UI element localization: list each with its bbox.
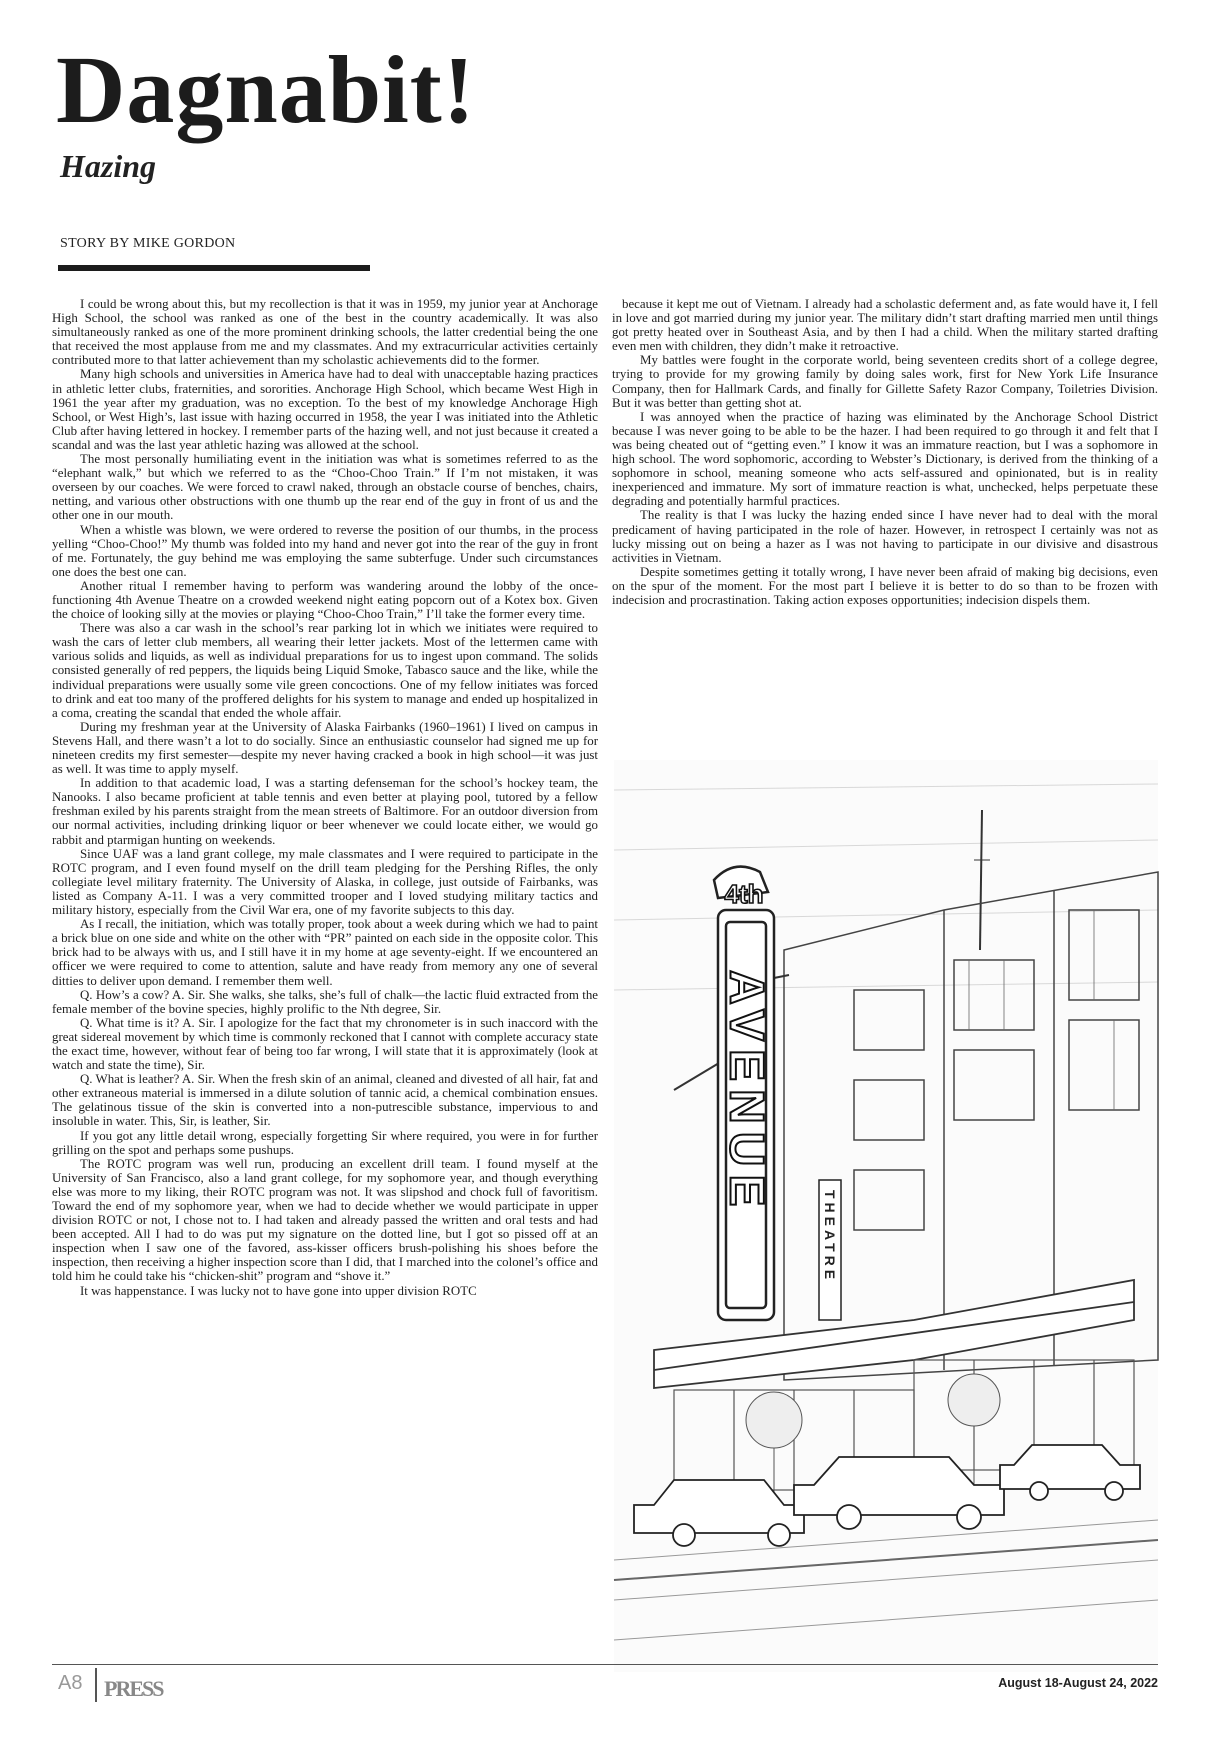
- paragraph: Q. How’s a cow? A. Sir. She walks, she talks, she’s full of chalk—the lactic fluid extracted from the female member of the bovine species, highly prolific to the Nth degree, Sir.: [52, 987, 598, 1016]
- paragraph: Since UAF was a land grant college, my male classmates and I were required to participate in the ROTC program, and I even found myself on the drill team pledging for the Pershing Rifles, the only collegiate level military fraternity. The University of Alaska, in college, just outside of Fairbanks, was listed as Company A-11. I was a very committed trooper and I loved studying military tactics and military history, especially from the Civil War era, one of my favorite subjects to this day.: [52, 846, 598, 918]
- paragraph: I could be wrong about this, but my recollection is that it was in 1959, my junior year at Anchorage High School, the school was ranked as one of the best in the country academically. It was also simultaneously ranked as one of the more prominent drinking schools, the latter credential being the one that received the most applause from me and my classmates. And my extracurricular activities certainly contributed more to that latter achievement than my scholastic achievements did to the former.: [52, 297, 598, 368]
- sign-small-text: THEATRE: [822, 1190, 838, 1284]
- paragraph: The ROTC program was well run, producing an excellent drill team. I found myself at the University of San Francisco, also a land grant college, for my sophomore year, and though everything else was more to my liking, their ROTC program was not. It was slipshod and chock full of favoritism. Toward the end of my sophomore year, when we had to decide whether we would participate in upper division ROTC or not, I chose not to. I had taken and already passed the written and oral tests and had been accepted. All I had to do was put my signature on the dotted line, but I got so pissed off at an inspection when I saw one of the favored, ass-kisser officers brush-polishing his shoes before the inspection, then receiving a higher inspection score than I did, that I marched into the colonel’s office and told him he could take his “chicken-shit” program and “shove it.”: [52, 1156, 598, 1284]
- paragraph: In addition to that academic load, I was a starting defenseman for the school’s hockey team, the Nanooks. I also became proficient at table tennis and even better at playing pool, tutored by a fellow freshman exiled by his parents straight from the mean streets of Baltimore. For an outdoor diversion from our normal activities, including drinking liquor or beer whenever we could locate either, we would go rabbit and ptarmigan hunting on weekends.: [52, 776, 598, 847]
- paragraph: During my freshman year at the University of Alaska Fairbanks (1960–1961) I lived on campus in Stevens Hall, and there wasn’t a lot to do socially. Since an enthusiastic counselor had signed me up for nineteen credits my first semester—despite my never having cracked a book in high school—it was just as well. It was time to apply myself.: [52, 719, 598, 777]
- article-subtitle: Hazing: [60, 148, 157, 184]
- footer-rule: [52, 1664, 1158, 1665]
- press-logo: [104, 1670, 163, 1701]
- paragraph: Many high schools and universities in America have had to deal with unacceptable hazing practices in athletic letter clubs, fraternities, and sororities. Anchorage High School, which became West High in 1961 the year after my graduation, was no exception. To the best of my knowledge Anchorage High School, or West High’s, last issue with hazing occurred in 1958, the year I was initiated into the Athletic Club after having lettered in hockey. I remember parts of the hazing well, and not just because it created a scandal and was the last year athletic hazing was allowed at the school.: [52, 367, 598, 452]
- footer-divider: [95, 1668, 97, 1702]
- page-number: A8: [58, 1672, 83, 1694]
- paragraph: As I recall, the initiation, which was totally proper, took about a week during which we had to paint a brick blue on one side and white on the other with “PR” painted on each side in the opposite color. This brick had to be always with us, and I still have it in my home at age seventy-eight. If we encountered an officer we were required to come to attention, salute and have ready from memory any one of several ditties to deliver upon demand. I remember them well.: [52, 917, 598, 988]
- theatre-illustration: [614, 760, 1158, 1672]
- paragraph: The reality is that I was lucky the hazing ended since I have never had to deal with the moral predicament of having participated in the role of hazer. However, in retrospect I certainly was not as lucky missing out on being a hazer as I was not having to participate in our divisive and disastrous activities in Vietnam.: [612, 508, 1158, 565]
- article-column-left: [52, 297, 598, 1643]
- paragraph: It was happenstance. I was lucky not to have gone into upper division ROTC: [80, 1283, 477, 1298]
- paragraph: Q. What time is it? A. Sir. I apologize for the fact that my chronometer is in such inaccord with the great sidereal movement by which time is commonly reckoned that I cannot with complete accuracy state the exact time, however, without fear of being too far wrong, I will state that it is approximately (look at watch and state the time), Sir.: [52, 1015, 598, 1073]
- issue-date: August 18-August 24, 2022: [998, 1676, 1158, 1690]
- article-column-right: [612, 297, 1158, 707]
- paragraph: Despite sometimes getting it totally wrong, I have never been afraid of making big decisions, even on the spur of the moment. For the most part I believe it is better to do so than to be frozen with indecision and procrastination. Taking action exposes opportunities; indecision dispels them.: [612, 564, 1158, 607]
- sign-top-text: 4th: [724, 879, 764, 909]
- svg-text:PRESS: PRESS: [104, 1676, 163, 1701]
- paragraph: When a whistle was blown, we were ordered to reverse the position of our thumbs, in the process yelling “Choo-Choo!” My thumb was folded into my hand and never got into the rear of the guy in front of me. Fortunately, the guy behind me was employing the same subterfuge. Under such circumstances one does the best one can.: [52, 522, 598, 579]
- paragraph: because it kept me out of Vietnam. I already had a scholastic deferment and, as fate would have it, I fell in love and got married during my junior year. The military didn’t start drafting married men until things got pretty heated over in Southeast Asia, and by then I had a child. When the military started drafting even men with children, they didn’t make it retroactive.: [612, 297, 1158, 354]
- paragraph: Q. What is leather? A. Sir. When the fresh skin of an animal, cleaned and divested of all hair, fat and other extraneous material is immersed in a dilute solution of tannic acid, a chemical combination ensues. The gelatinous tissue of the skin is converted into a non-putrescible substance, impervious to and insoluble in water. This, Sir, is leather, Sir.: [52, 1072, 598, 1129]
- byline: STORY BY MIKE GORDON: [60, 236, 236, 251]
- paragraph: If you got any little detail wrong, especially forgetting Sir where required, you were in for further grilling on the spot and perhaps some pushups.: [52, 1128, 598, 1157]
- article-title: Dagnabit!: [56, 36, 476, 143]
- byline-rule: [58, 265, 370, 271]
- paragraph: The most personally humiliating event in the initiation was what is sometimes referred to as the “elephant walk,” but which we referred to as the “Choo-Choo Train.” If I’m not mistaken, it was overseen by our coaches. We were forced to crawl naked, through an obstacle course of benches, chairs, netting, and various other obstructions with one thumb up the rear end of the guy in front of us and the other one in our mouth.: [52, 452, 598, 523]
- paragraph: Another ritual I remember having to perform was wandering around the lobby of the once-functioning 4th Avenue Theatre on a crowded weekend night eating popcorn out of a Kotex box. Given the choice of looking silly at the movies or playing “Choo-Choo Train,” I’ll take the former every time.: [52, 578, 598, 622]
- paragraph: My battles were fought in the corporate world, being seventeen credits short of a college degree, trying to provide for my growing family by doing sales work, first for New York Life Insurance Company, then for Hallmark Cards, and finally for Gillette Safety Razor Company, Toiletries Division. But it was better than getting shot at.: [612, 353, 1158, 410]
- paragraph: I was annoyed when the practice of hazing was eliminated by the Anchorage School District because I was never going to be able to be the hazer. I had been required to go through it and felt that I was being cheated out of “getting even.” I know it was an immature reaction, but I was a sophomore in high school. The word sophomoric, according to Webster’s Dictionary, is derived from the thinking of a sophomore in school, meaning someone who acts self-assured and opinionated, but is in reality inexperienced and immature. My sort of immature reaction is what, unchecked, helps perpetuate these degrading and potentially harmful practices.: [612, 409, 1158, 509]
- paragraph: There was also a car wash in the school’s rear parking lot in which we initiates were required to wash the cars of letter club members, all wearing their letter jackets. Most of the lettermen came with various solids and liquids, as well as individual preparations for us to ingest upon command. The solids consisted generally of red peppers, the liquids being Liquid Smoke, Tabasco sauce and the like, while the individual preparations were usually some vile green concoctions. One of my fellow initiates was forced to drink and eat too many of the proffered delights for his system to manage and ended up hospitalized in a coma, creating the scandal that ended the whole affair.: [52, 621, 598, 720]
- sign-vertical-text: AVENUE: [719, 970, 773, 1215]
